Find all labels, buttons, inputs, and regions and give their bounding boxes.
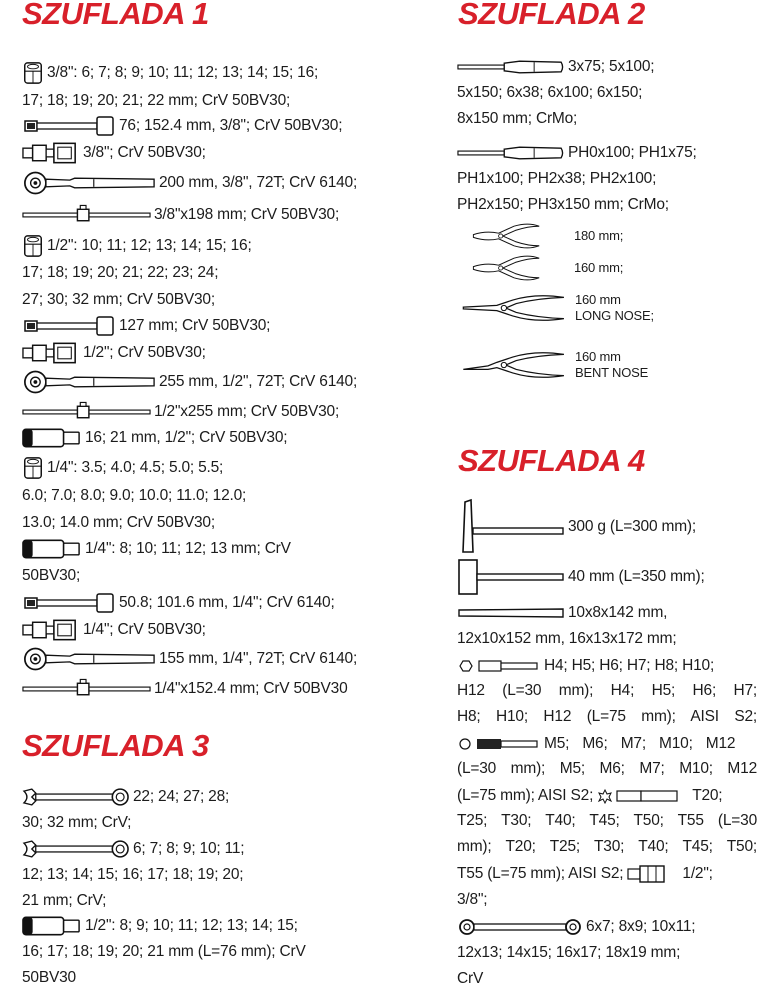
list-item: 3/8"; CrV 50BV30; (22, 142, 206, 164)
list-item: 1/4": 3.5; 4.0; 4.5; 5.0; 5.5; (22, 457, 223, 479)
deep-socket-icon (22, 538, 82, 560)
list-item: PH1x100; PH2x38; PH2x100; (457, 170, 657, 187)
adapter-icon (22, 341, 80, 365)
list-item: 127 mm; CrV 50BV30; (22, 315, 270, 337)
list-item: 13.0; 14.0 mm; CrV 50BV30; (22, 514, 215, 531)
flat-screwdriver-icon (457, 58, 565, 76)
socket-icon (22, 61, 44, 85)
list-item: H12 (L=30 mm); H4; H5; H6; H7; (457, 682, 757, 699)
list-item: 76; 152.4 mm, 3/8"; CrV 50BV30; (22, 115, 342, 137)
machinist-hammer-icon (457, 498, 565, 556)
list-item: T25; T30; T40; T45; T50; T55 (L=30 (457, 812, 757, 829)
section-3-title: SZUFLADA 3 (22, 728, 209, 763)
hex-bit-icon (457, 658, 541, 674)
list-item: 6; 7; 8; 9; 10; 11; (22, 838, 244, 860)
extension-bar-icon (22, 315, 116, 337)
section-2-title: SZUFLADA 2 (458, 0, 645, 31)
list-item: 255 mm, 1/2", 72T; CrV 6140; (22, 371, 357, 393)
list-item: mm); T20; T25; T30; T40; T45; T50; (457, 838, 757, 855)
list-item: 1/4"; CrV 50BV30; (22, 619, 206, 641)
list-item: 21 mm; CrV; (22, 892, 107, 909)
list-item: 160 mm BENT NOSE (457, 345, 648, 385)
list-item: 10x8x142 mm, (457, 602, 667, 624)
extension-bar-icon (22, 115, 116, 137)
bit-adapter-icon (627, 865, 667, 883)
t-handle-icon (22, 204, 151, 226)
list-item: 6.0; 7.0; 8.0; 9.0; 10.0; 11.0; 12.0; (22, 487, 247, 504)
socket-icon (22, 234, 44, 258)
combination-wrench-icon (22, 839, 130, 859)
list-item: 180 mm; (457, 222, 623, 250)
ratchet-icon (22, 369, 156, 395)
list-item: 12; 13; 14; 15; 16; 17; 18; 19; 20; (22, 866, 244, 883)
list-item: 50.8; 101.6 mm, 1/4"; CrV 6140; (22, 592, 335, 614)
pliers-icon (457, 254, 557, 282)
list-item: H8; H10; H12 (L=75 mm); AISI S2; (457, 708, 757, 725)
long-socket-icon (22, 915, 82, 937)
list-item: 1/2": 10; 11; 12; 13; 14; 15; 16; (22, 235, 252, 257)
section-1-title: SZUFLADA 1 (22, 0, 209, 31)
list-item: 22; 24; 27; 28; (22, 786, 229, 808)
list-item: 40 mm (L=350 mm); (457, 558, 705, 596)
list-item: PH2x150; PH3x150 mm; CrMo; (457, 196, 669, 213)
bent-nose-pliers-icon (457, 350, 572, 380)
extension-bar-icon (22, 592, 116, 614)
sledge-hammer-icon (457, 558, 565, 596)
ratchet-icon (22, 646, 156, 672)
list-item: 17; 18; 19; 20; 21; 22 mm; CrV 50BV30; (22, 92, 291, 109)
list-item: 16; 17; 18; 19; 20; 21 mm (L=76 mm); CrV (22, 943, 306, 960)
combination-wrench-icon (22, 787, 130, 807)
list-item: 3/8"; (457, 891, 488, 908)
list-item: 1/2": 8; 9; 10; 11; 12; 13; 14; 15; (22, 915, 298, 937)
list-item: 160 mm LONG NOSE; (457, 288, 654, 328)
long-nose-pliers-icon (457, 293, 572, 323)
list-item: 200 mm, 3/8", 72T; CrV 6140; (22, 172, 357, 194)
list-item: (L=75 mm); AISI S2; T20; (457, 787, 723, 804)
list-item: H4; H5; H6; H7; H8; H10; (457, 655, 714, 677)
t-handle-icon (22, 401, 151, 423)
list-item: 17; 18; 19; 20; 21; 22; 23; 24; (22, 264, 219, 281)
ratchet-icon (22, 170, 156, 196)
list-item: 27; 30; 32 mm; CrV 50BV30; (22, 291, 215, 308)
adapter-icon (22, 618, 80, 642)
list-item: PH0x100; PH1x75; (457, 142, 697, 164)
list-item: 50BV30 (22, 969, 76, 986)
list-item: 160 mm; (457, 254, 623, 282)
section-4-title: SZUFLADA 4 (458, 443, 645, 478)
list-item: 3x75; 5x100; (457, 56, 654, 78)
deep-socket-icon (22, 427, 82, 449)
list-item: 1/4": 8; 10; 11; 12; 13 mm; CrV (22, 538, 291, 560)
list-item: 1/2"; CrV 50BV30; (22, 342, 206, 364)
list-item: 12x10x152 mm, 16x13x172 mm; (457, 630, 677, 647)
list-item: CrV (457, 970, 484, 987)
list-item: 1/2"x255 mm; CrV 50BV30; (22, 401, 339, 423)
list-item: 5x150; 6x38; 6x100; 6x150; (457, 84, 643, 101)
combination-pliers-icon (457, 222, 557, 250)
adapter-icon (22, 141, 80, 165)
torx-bit-icon (597, 788, 681, 804)
socket-icon (22, 456, 44, 480)
spline-bit-icon (457, 736, 541, 752)
ring-wrench-icon (457, 918, 583, 936)
list-item: (L=30 mm); M5; M6; M7; M10; M12 (457, 760, 757, 777)
phillips-screwdriver-icon (457, 144, 565, 162)
list-item: T55 (L=75 mm); AISI S2; 1/2"; (457, 865, 713, 882)
list-item: M5; M6; M7; M10; M12 (457, 733, 735, 755)
list-item: 6x7; 8x9; 10x11; (457, 916, 695, 938)
chisel-icon (457, 606, 565, 620)
list-item: 155 mm, 1/4", 72T; CrV 6140; (22, 648, 357, 670)
list-item: 30; 32 mm; CrV; (22, 814, 132, 831)
t-handle-icon (22, 678, 151, 700)
list-item: 3/8"x198 mm; CrV 50BV30; (22, 204, 339, 226)
list-item: 16; 21 mm, 1/2"; CrV 50BV30; (22, 427, 287, 449)
list-item: 8x150 mm; CrMo; (457, 110, 578, 127)
list-item: 50BV30; (22, 567, 81, 584)
list-item: 300 g (L=300 mm); (457, 498, 696, 556)
list-item: 12x13; 14x15; 16x17; 18x19 mm; (457, 944, 681, 961)
list-item: 1/4"x152.4 mm; CrV 50BV30 (22, 678, 348, 700)
list-item: 3/8": 6; 7; 8; 9; 10; 11; 12; 13; 14; 15; 16; (22, 62, 318, 84)
